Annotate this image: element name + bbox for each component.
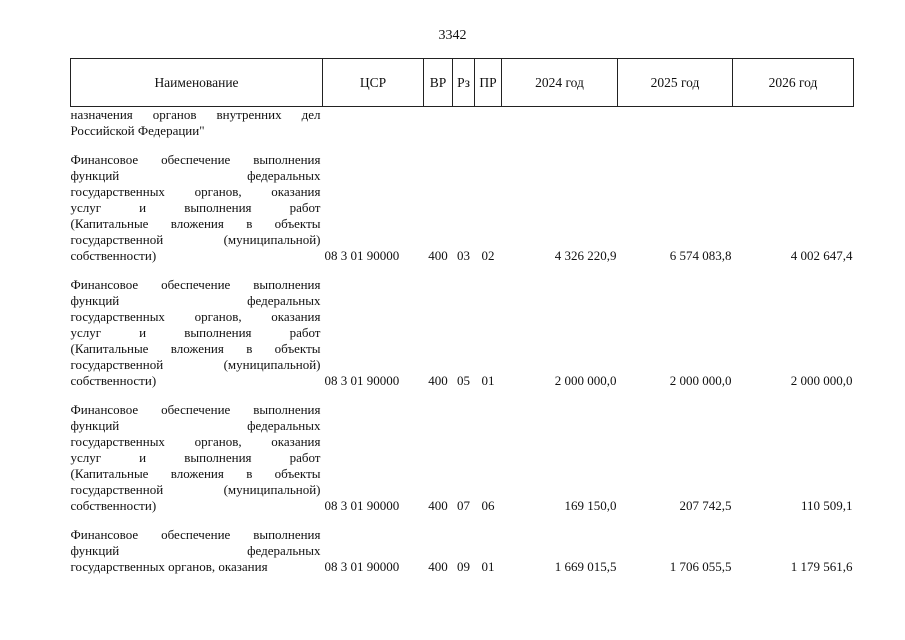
row-name-line: государственной (муниципальной) xyxy=(70,357,321,372)
row-name-line: Финансовое обеспечение выполнения xyxy=(70,277,321,292)
empty-cell xyxy=(323,107,424,140)
header-2026: 2026 год xyxy=(733,59,854,107)
cell-vr: 400 xyxy=(428,498,448,513)
cell-rz: 05 xyxy=(457,373,470,388)
row-name xyxy=(71,107,323,140)
row-name-line: государственной (муниципальной) xyxy=(70,232,321,247)
header-csr: ЦСР xyxy=(323,59,424,107)
header-name: Наименование xyxy=(71,59,323,107)
cell-rz: 09 xyxy=(457,559,470,574)
cell-csr: 08 3 01 90000 xyxy=(324,373,400,388)
row-name-line: государственных органов, оказания xyxy=(70,184,321,199)
empty-cell xyxy=(733,107,854,140)
row-name-line: функций федеральных xyxy=(70,543,321,558)
table-row xyxy=(71,514,854,575)
table-row-continuation xyxy=(71,107,854,140)
cell-2026: 1 179 561,6 xyxy=(790,559,853,574)
row-name-line: государственных органов, оказания xyxy=(70,559,268,574)
cell-2025: 207 742,5 xyxy=(679,498,732,513)
table-row xyxy=(71,139,854,264)
cell-pr: 01 xyxy=(481,373,495,388)
cell-2024: 4 326 220,9 xyxy=(554,248,617,263)
cell-2024: 169 150,0 xyxy=(564,498,617,513)
row-name-line: (Капитальные вложения в объекты xyxy=(70,466,321,481)
row-name xyxy=(71,514,323,575)
row-name-line: Российской Федерации" xyxy=(70,123,205,138)
cell-vr: 400 xyxy=(428,559,448,574)
row-name xyxy=(71,264,323,389)
cell-rz: 07 xyxy=(457,498,470,513)
row-name xyxy=(71,389,323,514)
table-body xyxy=(71,107,854,576)
cell-pr: 06 xyxy=(481,498,495,513)
header-rz: Рз xyxy=(453,59,475,107)
empty-cell xyxy=(502,107,618,140)
cell-vr: 400 xyxy=(428,373,448,388)
cell-vr: 400 xyxy=(428,248,448,263)
table-row xyxy=(71,389,854,514)
header-vr: ВР xyxy=(424,59,453,107)
cell-2025: 2 000 000,0 xyxy=(669,373,732,388)
cell-2026: 2 000 000,0 xyxy=(790,373,853,388)
row-name-line: государственной (муниципальной) xyxy=(70,482,321,497)
row-name-line: собственности) xyxy=(70,248,157,263)
row-name-line: (Капитальные вложения в объекты xyxy=(70,341,321,356)
cell-2024: 1 669 015,5 xyxy=(554,559,617,574)
empty-cell xyxy=(453,107,475,140)
cell-pr: 02 xyxy=(481,248,495,263)
table-header xyxy=(71,59,854,107)
empty-cell xyxy=(475,107,502,140)
table-row xyxy=(71,264,854,389)
header-2025: 2025 год xyxy=(618,59,733,107)
page-number: 3342 xyxy=(438,28,467,43)
row-name xyxy=(71,139,323,264)
cell-2025: 1 706 055,5 xyxy=(669,559,732,574)
cell-rz: 03 xyxy=(457,248,470,263)
row-name-line: функций федеральных xyxy=(70,418,321,433)
cell-csr: 08 3 01 90000 xyxy=(324,559,400,574)
header-pr: ПР xyxy=(475,59,502,107)
row-name-line: функций федеральных xyxy=(70,293,321,308)
cell-pr: 01 xyxy=(481,559,495,574)
row-name-line: Финансовое обеспечение выполнения xyxy=(70,152,321,167)
row-name-line: Финансовое обеспечение выполнения xyxy=(70,527,321,542)
empty-cell xyxy=(424,107,453,140)
cell-csr: 08 3 01 90000 xyxy=(324,498,400,513)
row-name-line: собственности) xyxy=(70,373,157,388)
budget-table xyxy=(70,58,854,575)
row-name-line: услуг и выполнения работ xyxy=(70,200,321,215)
row-name-line: назначения органов внутренних дел xyxy=(70,107,321,122)
header-2024: 2024 год xyxy=(502,59,618,107)
row-name-line: Финансовое обеспечение выполнения xyxy=(70,402,321,417)
row-name-line: собственности) xyxy=(70,498,157,513)
row-name-line: государственных органов, оказания xyxy=(70,434,321,449)
empty-cell xyxy=(618,107,733,140)
cell-2026: 4 002 647,4 xyxy=(790,248,853,263)
cell-2025: 6 574 083,8 xyxy=(669,248,732,263)
row-name-line: (Капитальные вложения в объекты xyxy=(70,216,321,231)
row-name-line: услуг и выполнения работ xyxy=(70,450,321,465)
row-name-line: государственных органов, оказания xyxy=(70,309,321,324)
row-name-line: услуг и выполнения работ xyxy=(70,325,321,340)
cell-2026: 110 509,1 xyxy=(800,498,853,513)
cell-2024: 2 000 000,0 xyxy=(554,373,617,388)
cell-csr: 08 3 01 90000 xyxy=(324,248,400,263)
row-name-line: функций федеральных xyxy=(70,168,321,183)
